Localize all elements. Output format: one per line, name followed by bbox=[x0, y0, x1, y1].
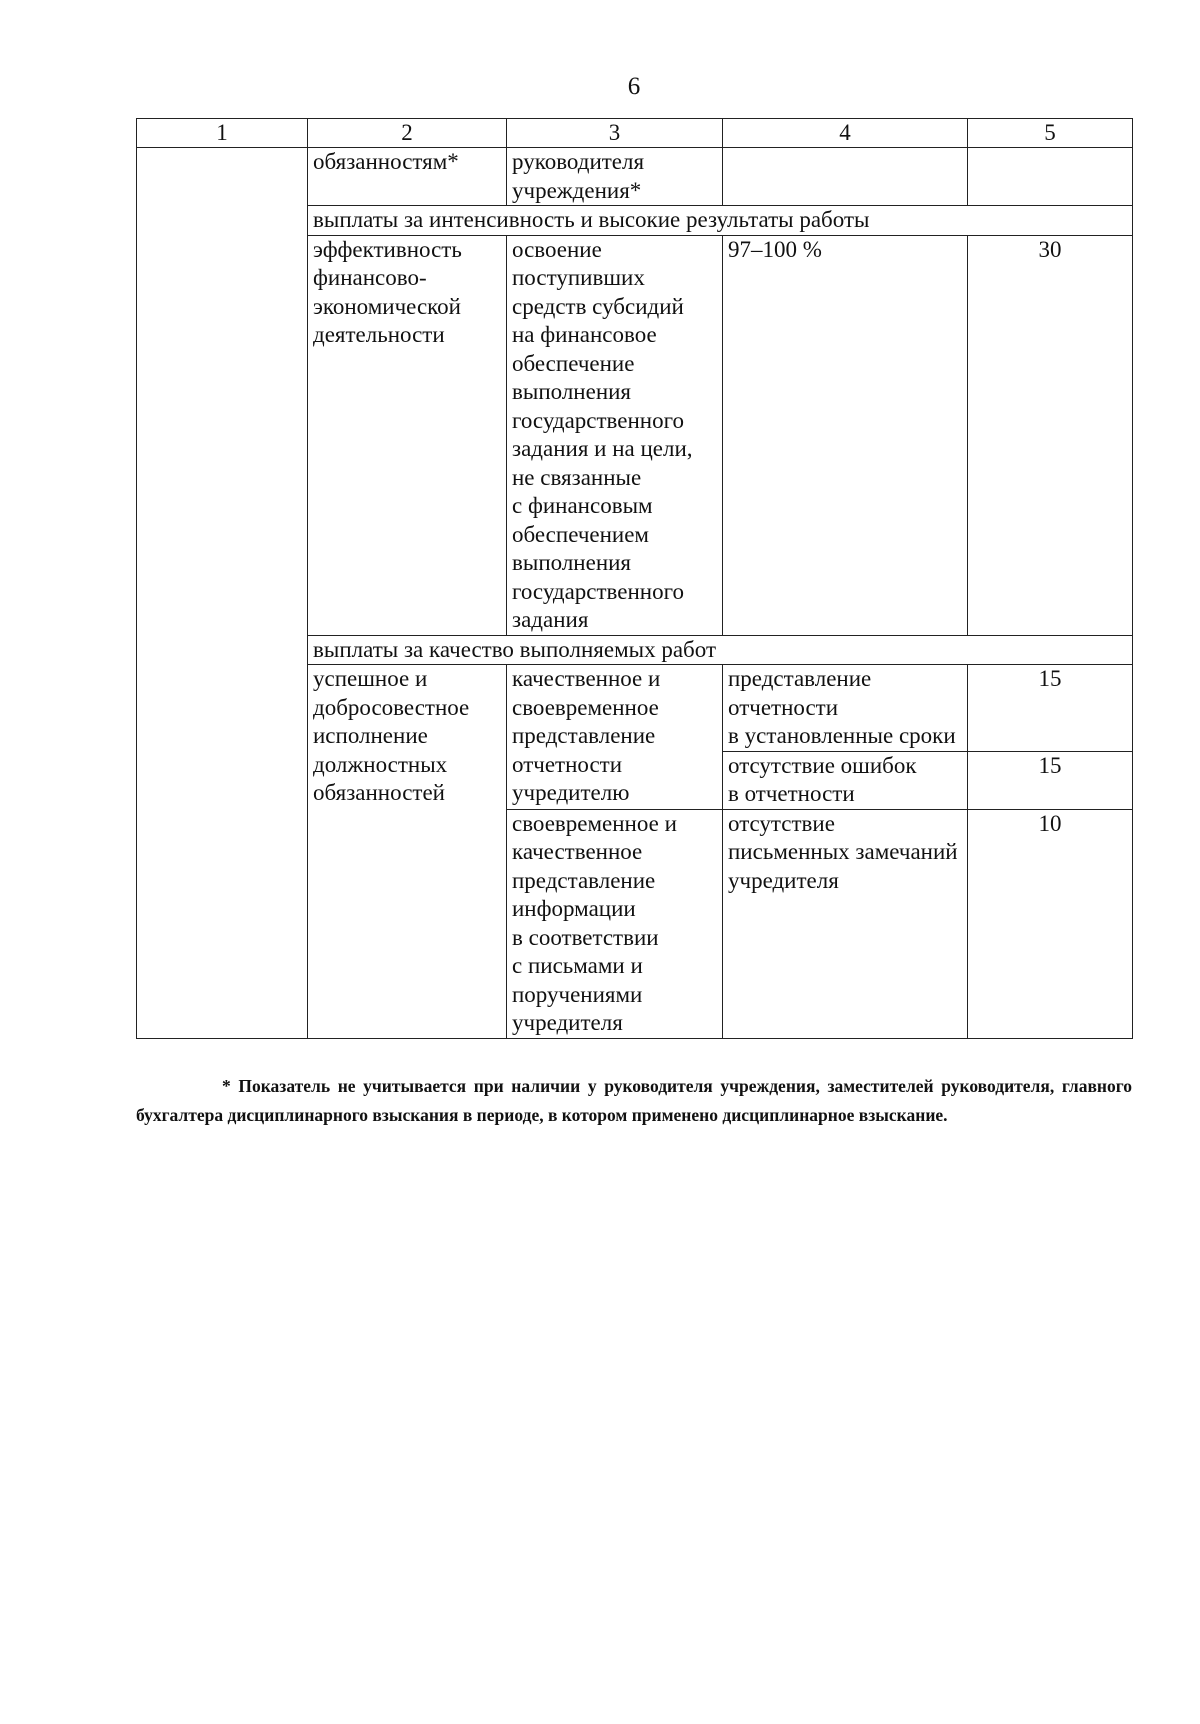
condition-cell: качественное и своевременное представление отчетности учредителю bbox=[507, 665, 723, 810]
criterion-cell bbox=[723, 148, 968, 206]
criterion-cell: отсутствие письменных замечаний учредителя bbox=[723, 809, 968, 1038]
position-cell bbox=[137, 148, 308, 1039]
column-header-4: 4 bbox=[723, 119, 968, 148]
condition-cell: освоение поступивших средств субсидий на финансовое обеспечение выполнения государственного задания и на цели, не связанные с финансовым обеспечением выполнения государственного задания bbox=[507, 235, 723, 635]
table-header-row bbox=[137, 119, 1133, 148]
criteria-table bbox=[136, 118, 1133, 1039]
points-cell: 30 bbox=[968, 235, 1133, 635]
table-row bbox=[137, 148, 1133, 206]
indicator-name-cell: успешное и добросовестное исполнение должностных обязанностей bbox=[308, 665, 507, 1039]
indicator-name-cell: обязанностям* bbox=[308, 148, 507, 206]
column-header-5: 5 bbox=[968, 119, 1133, 148]
page-number: 6 bbox=[627, 73, 641, 100]
criterion-cell: 97–100 % bbox=[723, 235, 968, 635]
points-cell: 15 bbox=[968, 751, 1133, 809]
criterion-cell: представление отчетности в установленные сроки bbox=[723, 665, 968, 752]
condition-cell: руководителя учреждения* bbox=[507, 148, 723, 206]
indicator-name-cell: эффективность финансово- экономической деятельности bbox=[308, 235, 507, 635]
points-cell: 10 bbox=[968, 809, 1133, 1038]
section-heading: выплаты за интенсивность и высокие результаты работы bbox=[308, 206, 1133, 236]
points-cell bbox=[968, 148, 1133, 206]
condition-cell: своевременное и качественное представление информации в соответствии с письмами и поручениями учредителя bbox=[507, 809, 723, 1038]
column-header-2: 2 bbox=[308, 119, 507, 148]
points-cell: 15 bbox=[968, 665, 1133, 752]
footnote: * Показатель не учитывается при наличии у руководителя учреждения, заместителей руководителя, главного бухгалтера дисциплинарного взыскания в периоде, в котором применено дисциплинарное взыскание. bbox=[136, 1076, 1132, 1125]
column-header-1: 1 bbox=[137, 119, 308, 148]
section-heading: выплаты за качество выполняемых работ bbox=[308, 635, 1133, 665]
criterion-cell: отсутствие ошибок в отчетности bbox=[723, 751, 968, 809]
column-header-3: 3 bbox=[507, 119, 723, 148]
